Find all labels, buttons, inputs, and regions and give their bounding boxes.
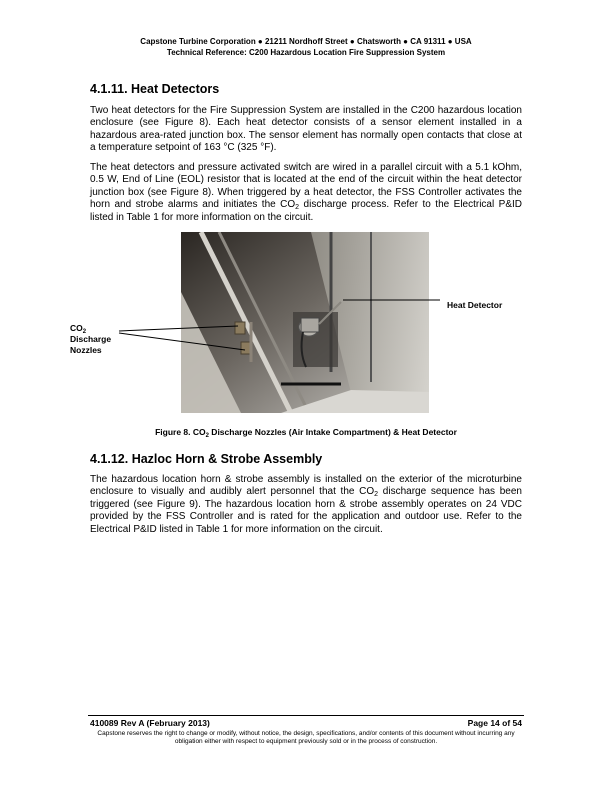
footer-divider — [88, 715, 524, 716]
paragraph-heat-detectors-2: The heat detectors and pressure activated switch are wired in a parallel circuit with a 5.1 kOhm, 0.5 W, End of Line (EOL) resistor that is located at the end of the circuit within the heat detector junction box (see Figure 8). When triggered by a heat detector, the FSS Controller activates the horn and strobe alarms and initiates the $CO_2$ discharge process. Refer to the Electrical P&ID listed in Table 1 for more information on the circuit. — [90, 162, 523, 223]
paragraph-heat-detectors-1: Two heat detectors for the Fire Suppression System are installed in the C200 hazardous location enclosure (see Figure 8). Each heat detector consists of a sensor element installed in a hazardous area-rated junction box. The sensor element has normally open contacts that close at a temperature setpoint of 163 °C (325 °F). — [90, 105, 522, 154]
callout-heat-detector: Heat Detector — [447, 300, 503, 310]
paragraph-hazloc-horn: The hazardous location horn & strobe assembly is installed on the exterior of the microturbine enclosure to visually and audibly alert personnel that the $CO_2$ discharge sequence has been triggered (see Figure 9). The hazardous location horn & strobe assembly operates on 24 VDC provided by the FSS Controller and is rated for the application and outdoor use. Refer to the Electrical P&ID listed in Table 1 for more information on the circuit. — [90, 474, 522, 535]
figure-8-photo — [181, 232, 429, 413]
footer-doc-revision: 410089 Rev A (February 2013) — [90, 718, 210, 728]
section-heading-hazloc-horn: 4.1.12. Hazloc Horn & Strobe Assembly — [90, 452, 323, 466]
figure-8-caption: Figure 8. $CO_2$ Discharge Nozzles (Air Intake Compartment) & Heat Detector — [155, 427, 457, 439]
section-heading-heat-detectors: 4.1.11. Heat Detectors — [90, 82, 220, 96]
callout-co2-nozzles: $CO_2$ Discharge Nozzles — [70, 323, 112, 355]
header-address: Capstone Turbine Corporation ● 21211 Nordhoff Street ● Chatsworth ● CA 91311 ● USA — [140, 37, 472, 46]
page-header — [0, 36, 612, 58]
footer-page-number: Page 14 of 54 — [467, 718, 522, 728]
footer-disclaimer: Capstone reserves the right to change or modify, without notice, the design, specifications, and/or contents of this document without incurring any obligation either with respect to equipment previously sold or in the process of construction. — [97, 730, 515, 746]
header-doc-title: Technical Reference: C200 Hazardous Location Fire Suppression System — [166, 48, 446, 57]
